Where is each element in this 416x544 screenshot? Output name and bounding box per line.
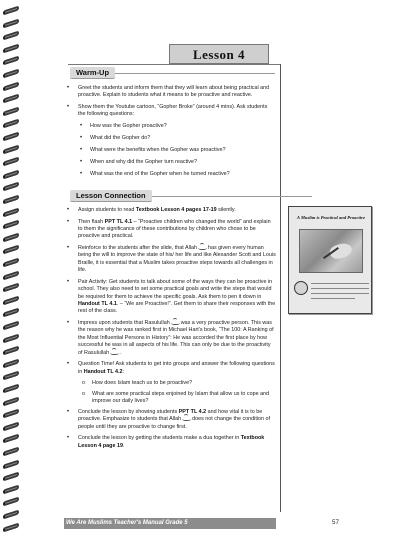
text: . – “We are Proactive!”. Get them to share their responses with the rest of the class.	[78, 301, 276, 315]
spiral-coil	[3, 220, 19, 230]
text: Pair Activity: Get students to talk about some of the ways they can be proactive in school. They also need to set some practical goals and write the steps that would be required for them to achieve the specific goals. Ask them to pen it down in	[78, 278, 273, 300]
spiral-coil	[3, 119, 19, 129]
cover-caption-line	[311, 283, 369, 284]
spiral-coil	[3, 257, 19, 267]
lesson-item-reinforce	[64, 245, 276, 275]
text: Conclude the lesson by getting the students make a dua together in	[78, 435, 241, 442]
arabic-salutation-icon	[171, 320, 180, 325]
cover-title: A Muslim is Practical and Proactive	[296, 215, 366, 220]
lesson-item-flash-ppt	[64, 219, 276, 241]
spiral-coil	[3, 194, 19, 204]
spiral-coil	[3, 81, 19, 91]
spiral-coil	[3, 68, 19, 78]
text: Reinforce to the students after the slide, that Allah	[78, 245, 197, 251]
warmup-item-greet: • Greet the students and inform them that they will learn about being practical and proactive. Explain to students what it means to be proactive and reactive.	[64, 85, 276, 100]
spiral-coil	[3, 94, 19, 104]
spiral-coil	[3, 169, 19, 179]
lesson-item-conclude-dua	[64, 435, 276, 450]
lesson-item-question-time	[64, 361, 276, 376]
spiral-coil	[3, 434, 19, 444]
text: has given every human being the will to improve the state of his/ her life and like Alexander Scott and Louis Braille, it is essential that a Muslim takes proactive steps towards all challenges in life.	[78, 245, 276, 274]
manual-page	[28, 0, 416, 544]
text: Then flash	[78, 218, 105, 225]
spiral-coil	[3, 43, 19, 53]
handout-question: o How does Islam teach us to be proactive?	[64, 380, 276, 387]
textbook-cover-image	[288, 206, 372, 314]
text: silently.	[216, 207, 236, 213]
spiral-coil	[3, 396, 19, 406]
text: – “Proactive children who changed the world” and explain to them the significance of these contributions by children who chose to be proactive and practical.	[78, 218, 271, 240]
reference: PPT TL 4.2	[178, 408, 207, 415]
text: does not change the condition of people until they are proactive to change first.	[78, 416, 271, 430]
warmup-question: • How was the Gopher proactive?	[64, 123, 276, 130]
text: Question Time! Ask students to get into groups and answer the following questions in	[78, 361, 275, 375]
text: :	[122, 368, 125, 375]
lesson-connection-section	[64, 207, 276, 454]
spiral-coil	[3, 459, 19, 469]
spiral-coil	[3, 245, 19, 255]
handout-question: o What are some practical steps enjoined by Islam that allow us to cope and improve our daily lives?	[64, 391, 276, 406]
warmup-question: • When and why did the Gopher turn reactive?	[64, 159, 276, 166]
spiral-coil	[3, 409, 19, 419]
spiral-coil	[3, 320, 19, 330]
cover-caption-line	[311, 293, 369, 294]
arabic-honorific-icon	[182, 416, 191, 421]
spiral-coil	[3, 232, 19, 242]
spiral-coil	[3, 346, 19, 356]
spiral-coil	[3, 358, 19, 368]
lesson-title: Lesson 4	[169, 44, 269, 64]
warmup-item-cartoon: • Show them the Youtube cartoon, “Gopher Broke” (around 4 mins). Ask students the following questions:	[64, 104, 276, 119]
text: Impress upon students that Rasulullah	[78, 320, 170, 327]
text: .	[122, 442, 125, 449]
column-divider	[280, 64, 281, 512]
spiral-coil	[3, 295, 19, 305]
lesson-item-assign	[64, 207, 276, 214]
spiral-coil	[3, 131, 19, 141]
cover-caption-line	[311, 298, 355, 299]
footer-bar: We Are Muslims Teacher's Manual Grade 5	[64, 518, 276, 529]
cover-logo	[294, 281, 308, 295]
cover-caption-line	[311, 288, 369, 289]
spiral-binding	[0, 8, 22, 538]
text: Assign students to read	[78, 207, 136, 213]
spiral-coil	[3, 270, 19, 280]
reference: Handout TL 4.2	[83, 368, 123, 375]
lesson-item-rasulullah: • Impress upon students that Rasulullah was a very proactive person. This was the reason why he was ranked first in Michael Hart’s book, “The 100: A Ranking of the Most Influential Persons in History”: He was accorded the first place by how successful he was in all aspects of his life. This can only be due to the proactivity of Rasulullah .	[64, 320, 276, 357]
spiral-coil	[3, 283, 19, 293]
text: and how vital it is to be proactive. Emphasize to students that Allah	[78, 408, 263, 423]
spiral-coil	[3, 5, 19, 15]
spiral-coil	[3, 446, 19, 456]
spiral-coil	[3, 31, 19, 41]
spiral-coil	[3, 144, 19, 154]
reference: Handout TL 4.1	[78, 301, 117, 308]
spiral-coil	[3, 371, 19, 381]
warmup-heading: Warm-Up	[70, 67, 115, 79]
spiral-coil	[3, 182, 19, 192]
spiral-coil	[3, 509, 19, 519]
spiral-coil	[3, 106, 19, 116]
warmup-question: • What was the end of the Gopher when he turned reactive?	[64, 171, 276, 178]
arabic-honorific-icon	[198, 245, 207, 250]
warmup-question: • What were the benefits when the Gopher was proactive?	[64, 147, 276, 154]
reference: PPT TL 4.1	[104, 218, 133, 225]
writing-hand-photo	[299, 229, 363, 273]
spiral-coil	[3, 484, 19, 494]
text: Conclude the lesson by showing students	[78, 408, 179, 415]
spiral-coil	[3, 18, 19, 28]
warmup-question: • What did the Gopher do?	[64, 135, 276, 142]
lesson-item-pair-activity	[64, 279, 276, 316]
reference: Textbook Lesson 4 page 19	[78, 435, 265, 449]
spiral-coil	[3, 308, 19, 318]
text: was a very proactive person. This was the reason why he was ranked first in Michael Hart’s book, “The 100: A Ranking of the Most Influential Persons in History”: He was accorded the first place by how successful he was in all aspects of his life. This can only be due to the proactivity of Rasulullah	[78, 320, 274, 356]
lesson-item-conclude-ppt	[64, 409, 276, 431]
spiral-coil	[3, 333, 19, 343]
arabic-salutation-icon	[110, 350, 119, 355]
spiral-coil	[3, 56, 19, 66]
page-number: 57	[332, 519, 339, 526]
header-rule	[68, 64, 280, 65]
spiral-coil	[3, 207, 19, 217]
lesson-connection-heading: Lesson Connection	[70, 190, 152, 202]
reference: Textbook Lesson 4 pages 17-19	[135, 207, 217, 213]
spiral-coil	[3, 522, 19, 532]
spiral-coil	[3, 421, 19, 431]
spiral-coil	[3, 157, 19, 167]
spiral-coil	[3, 497, 19, 507]
spiral-coil	[3, 383, 19, 393]
warmup-section	[64, 85, 276, 183]
spiral-coil	[3, 472, 19, 482]
